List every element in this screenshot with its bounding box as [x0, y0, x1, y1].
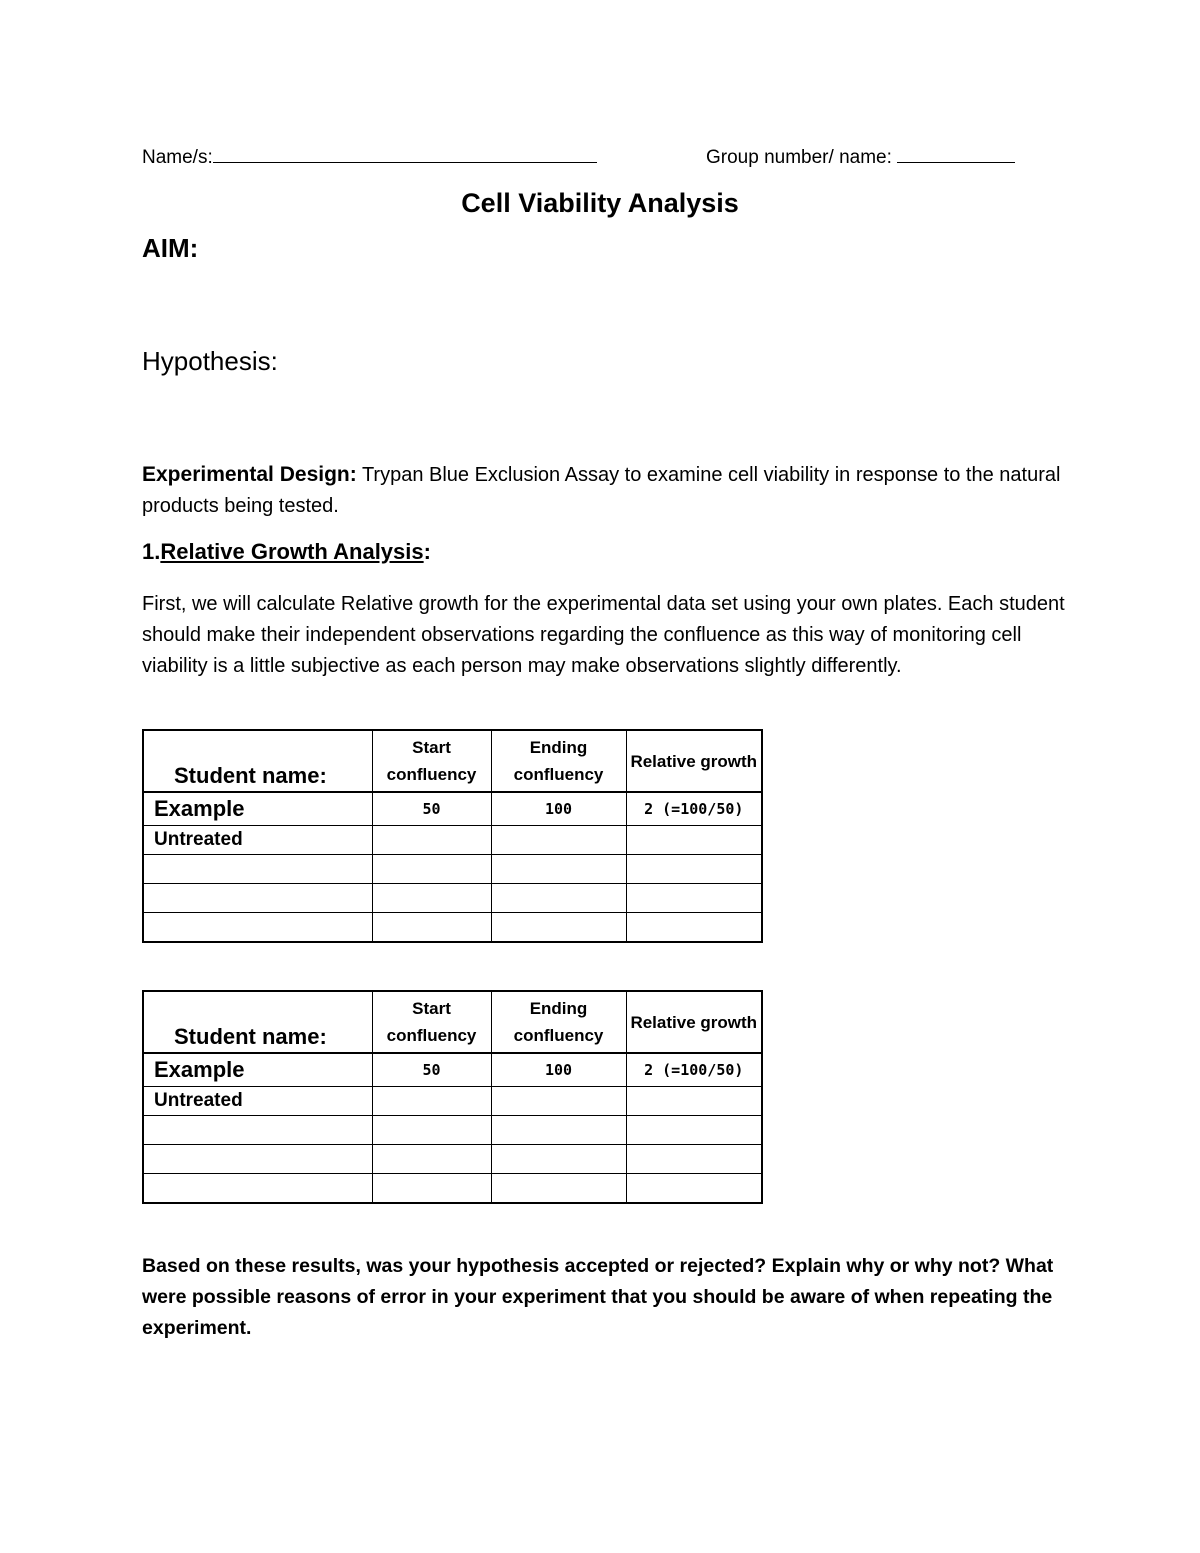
- relative-growth-cell[interactable]: [626, 826, 762, 855]
- group-blank-line[interactable]: [897, 146, 1015, 163]
- table-header-row: [143, 991, 762, 1053]
- relative-growth-table-1: [142, 729, 763, 943]
- row-name-cell[interactable]: [143, 884, 372, 913]
- relative-growth-cell[interactable]: [626, 913, 762, 943]
- table-row: [143, 1174, 762, 1204]
- table-row: [143, 826, 762, 855]
- start-confluency-cell[interactable]: [372, 1145, 491, 1174]
- ending-confluency-cell[interactable]: [491, 855, 626, 884]
- relative-growth-intro: First, we will calculate Relative growth for the experimental data set using your own plates. Each student should make their independent observations regarding the confluence as this way of monitoring cell viability is a little subjective as each person may make observations slightly differently.: [142, 593, 1065, 677]
- aim-heading: AIM:: [142, 233, 199, 263]
- relative-growth-title: Relative Growth Analysis: [160, 539, 424, 564]
- names-field: [142, 146, 597, 169]
- example-growth-cell: 2 (=100/50): [626, 1053, 762, 1087]
- relative-growth-header: Relative growth: [626, 991, 762, 1053]
- table-row: [143, 1145, 762, 1174]
- ending-confluency-cell[interactable]: [491, 1087, 626, 1116]
- start-confluency-cell[interactable]: [372, 1116, 491, 1145]
- relative-growth-cell[interactable]: [626, 1116, 762, 1145]
- relative-growth-cell[interactable]: [626, 1087, 762, 1116]
- start-confluency-cell[interactable]: [372, 855, 491, 884]
- table-header-row: [143, 730, 762, 792]
- names-label: Name/s:: [142, 147, 213, 168]
- ending-confluency-header: Ending confluency: [491, 730, 626, 792]
- ending-confluency-cell[interactable]: [491, 884, 626, 913]
- table-row: [143, 1116, 762, 1145]
- start-confluency-cell[interactable]: [372, 826, 491, 855]
- start-confluency-cell[interactable]: [372, 913, 491, 943]
- example-start-cell: 50: [372, 1053, 491, 1087]
- example-name-cell: Example: [143, 792, 372, 826]
- table-row: [143, 913, 762, 943]
- relative-growth-cell[interactable]: [626, 1145, 762, 1174]
- experimental-design: [142, 459, 1072, 522]
- experimental-design-label: Experimental Design:: [142, 463, 357, 486]
- group-field: [706, 146, 1015, 169]
- relative-growth-table-2: [142, 990, 763, 1204]
- names-blank-line[interactable]: [213, 146, 597, 163]
- start-confluency-cell[interactable]: [372, 1174, 491, 1204]
- ending-confluency-cell[interactable]: [491, 1145, 626, 1174]
- row-name-cell[interactable]: [143, 855, 372, 884]
- table-row: [143, 884, 762, 913]
- group-label: Group number/ name:: [706, 147, 892, 168]
- student-name-header: Student name:: [143, 730, 372, 792]
- ending-confluency-header: Ending confluency: [491, 991, 626, 1053]
- start-confluency-cell[interactable]: [372, 1087, 491, 1116]
- example-name-cell: Example: [143, 1053, 372, 1087]
- ending-confluency-cell[interactable]: [491, 1116, 626, 1145]
- start-confluency-header: Start confluency: [372, 730, 491, 792]
- ending-confluency-cell[interactable]: [491, 1174, 626, 1204]
- table-row: [143, 1087, 762, 1116]
- relative-growth-heading: [142, 539, 431, 565]
- hypothesis-heading: Hypothesis:: [142, 346, 278, 376]
- example-start-cell: 50: [372, 792, 491, 826]
- relative-growth-colon: :: [423, 539, 431, 564]
- row-name-cell[interactable]: [143, 1174, 372, 1204]
- relative-growth-cell[interactable]: [626, 855, 762, 884]
- ending-confluency-cell[interactable]: [491, 913, 626, 943]
- example-row: [143, 792, 762, 826]
- start-confluency-cell[interactable]: [372, 884, 491, 913]
- relative-growth-number: 1.: [142, 539, 161, 564]
- table-row: [143, 855, 762, 884]
- row-name-cell[interactable]: [143, 1116, 372, 1145]
- row-name-cell[interactable]: Untreated: [143, 826, 372, 855]
- experimental-design-text: Trypan Blue Exclusion Assay to examine cell viability in response to the natural products being tested.: [142, 464, 1061, 517]
- student-name-header: Student name:: [143, 991, 372, 1053]
- closing-question: Based on these results, was your hypothesis accepted or rejected? Explain why or why not? What were possible reasons of error in your experiment that you should be aware of when repeating the experiment.: [142, 1255, 1054, 1339]
- start-confluency-header: Start confluency: [372, 991, 491, 1053]
- ending-confluency-cell[interactable]: [491, 826, 626, 855]
- row-name-cell[interactable]: [143, 913, 372, 943]
- row-name-cell[interactable]: Untreated: [143, 1087, 372, 1116]
- relative-growth-header: Relative growth: [626, 730, 762, 792]
- example-growth-cell: 2 (=100/50): [626, 792, 762, 826]
- row-name-cell[interactable]: [143, 1145, 372, 1174]
- example-ending-cell: 100: [491, 1053, 626, 1087]
- relative-growth-cell[interactable]: [626, 884, 762, 913]
- example-ending-cell: 100: [491, 792, 626, 826]
- example-row: [143, 1053, 762, 1087]
- relative-growth-cell[interactable]: [626, 1174, 762, 1204]
- page-title: Cell Viability Analysis: [461, 188, 739, 218]
